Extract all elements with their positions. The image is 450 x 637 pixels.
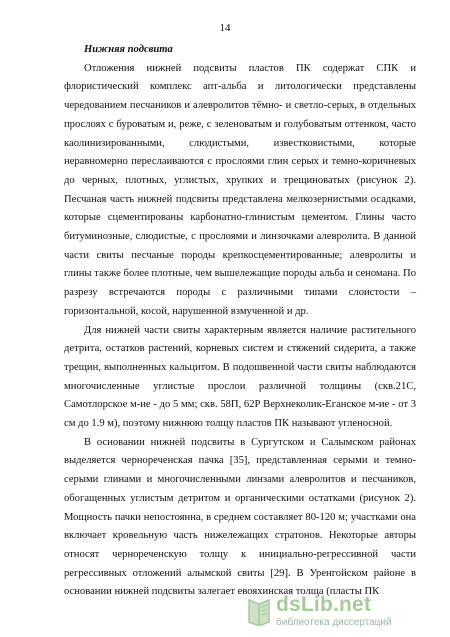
watermark-tagline: библиотека диссертаций <box>276 617 392 628</box>
document-body <box>64 41 416 602</box>
page-number: 14 <box>219 22 231 34</box>
book-logo-icon <box>246 596 272 626</box>
paragraph-2: Для нижней части свиты характерным является наличие растительного детрита, остатков растений, корневых систем и стяжений сидерита, а также трещин, выполненных кальцитом. В подошвенной части свиты наблюдаются многочисленные углистые прослои различной толщины (скв.21С, Самотлорское м-ие - до 5 мм; скв. 58П, 62Р Верхнеколик-Еганское м-ие - от 3 см до 1.9 м), поэтому нижнюю толщу пластов ПК называют угленосной. <box>64 324 416 430</box>
paragraph-3: В основании нижней подсвиты в Сургутском и Салымском районах выделяется чернореченская пачка [35], представленная серыми и темно-серыми глинами и многочисленными линзами алевролитов и песчаников, обогащенных углистым детритом и органическими остатками (рисунок 2). Мощность пачки непостоянна, в среднем составляет 80-120 м; участками она включает кровельную часть нижележащих стратонов. Некоторые авторы относят чернореченскую толщу к инициально-регрессивной части регрессивных отложений алымской свиты [29]. В Уренгойском районе в основании нижней подсвиты залегает евояхинская толща (пласты ПК <box>64 436 416 598</box>
paragraph-1: Отложения нижней подсвиты пластов ПК содержат СПК и флористический комплекс апт-альба и литологически представлены чередованием песчаников и алевролитов тёмно- и светло-серых, в отдельных прослоях с буроватым и, реже, с зеленоватым и голубоватым оттенком, часто каолинизированными, слюдистыми, известковистыми, которые неравномерно переслаиваются с прослоями глин серых и темно-коричневых до черных, плотных, углистых, хрупких и трещиноватых (рисунок 2). Песчаная часть нижней подсвиты представлена мелкозернистыми осадками, которые сцементированы карбонатно-глинистым цементом. Глины часто битуминозные, слюдистые, с прослоями и линзочками алевролита. В данной части свиты песчаные породы крепкосцементированные; алевролиты и глины также более плотные, чем вышележащие породы альба и сеномана. По разрезу встречаются породы с различными типами слоистости – горизонтальной, косой, нарушенной взмученной и др. <box>64 62 416 317</box>
watermark <box>246 593 436 631</box>
section-title: Нижняя подсвита <box>84 44 173 55</box>
watermark-brand: dsLib.net <box>276 593 372 616</box>
